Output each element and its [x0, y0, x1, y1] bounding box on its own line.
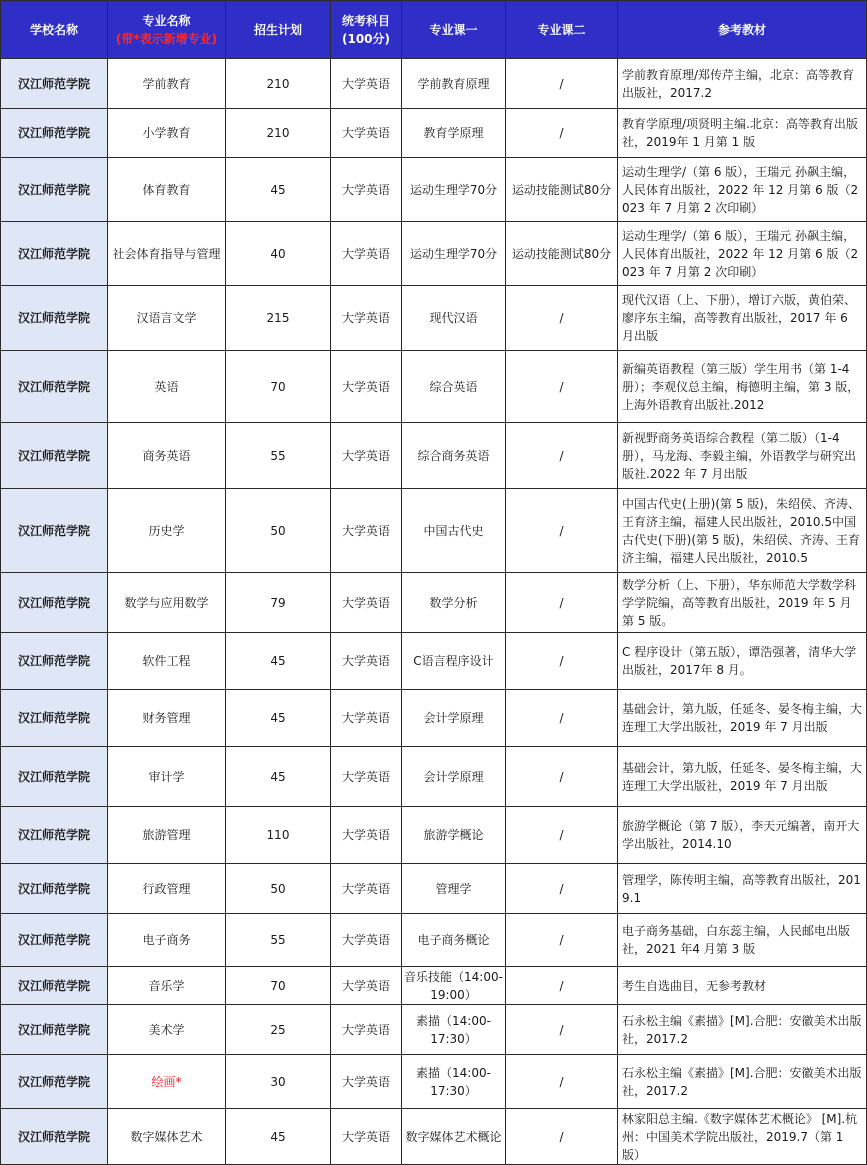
school-cell: 汉江师范学院	[1, 489, 108, 573]
major-cell: 软件工程	[108, 633, 226, 690]
major-cell: 美术学	[108, 1005, 226, 1055]
course2-cell: /	[506, 59, 618, 109]
header-major-title: 专业名称	[142, 13, 191, 28]
reference-cell: 学前教育原理/郑传芹主编，北京：高等教育出版社，2017.2	[618, 59, 867, 109]
school-cell: 汉江师范学院	[1, 222, 108, 286]
plan-cell: 45	[226, 633, 331, 690]
plan-cell: 210	[226, 59, 331, 109]
school-cell: 汉江师范学院	[1, 423, 108, 489]
table-row	[1, 59, 867, 109]
reference-cell: 新视野商务英语综合教程（第二版）（1-4 册），马龙海、李毅主编，外语教学与研究出版社.2022 年 7 月出版	[618, 423, 867, 489]
exam-cell: 大学英语	[331, 158, 402, 222]
reference-cell: 旅游学概论（第 7 版），李天元编著，南开大学出版社，2014.10	[618, 807, 867, 864]
course1-cell: 综合英语	[402, 351, 506, 423]
major-cell: 行政管理	[108, 864, 226, 914]
reference-cell: 运动生理学/（第 6 版），王瑞元 孙飙主编，人民体育出版社，2022 年 12 月第 6 版（2023 年 7 月第 2 次印刷）	[618, 158, 867, 222]
school-cell: 汉江师范学院	[1, 1109, 108, 1165]
course1-cell: 数字媒体艺术概论	[402, 1109, 506, 1165]
table-row	[1, 158, 867, 222]
major-cell: 历史学	[108, 489, 226, 573]
school-cell: 汉江师范学院	[1, 573, 108, 633]
reference-cell: 管理学，陈传明主编，高等教育出版社，2019.1	[618, 864, 867, 914]
header-major-note: (带*表示新增专业)	[115, 31, 218, 46]
table-row	[1, 1005, 867, 1055]
school-cell: 汉江师范学院	[1, 109, 108, 158]
course2-cell: /	[506, 633, 618, 690]
table-row	[1, 690, 867, 747]
exam-cell: 大学英语	[331, 1005, 402, 1055]
school-cell: 汉江师范学院	[1, 967, 108, 1005]
course1-cell: 旅游学概论	[402, 807, 506, 864]
plan-cell: 110	[226, 807, 331, 864]
header-course1: 专业课一	[402, 1, 506, 59]
header-plan: 招生计划	[226, 1, 331, 59]
major-cell: 音乐学	[108, 967, 226, 1005]
plan-cell: 40	[226, 222, 331, 286]
major-cell: 学前教育	[108, 59, 226, 109]
course1-cell: 运动生理学70分	[402, 222, 506, 286]
course2-cell: /	[506, 1055, 618, 1109]
course1-cell: 会计学原理	[402, 747, 506, 807]
course1-cell: 素描（14:00-17:30）	[402, 1005, 506, 1055]
table-row	[1, 286, 867, 351]
header-row	[1, 1, 867, 59]
reference-cell: 林家阳总主编.《数字媒体艺术概论》 [M].杭州：中国美术学院出版社，2019.7（第 1 版）	[618, 1109, 867, 1165]
plan-cell: 50	[226, 864, 331, 914]
reference-cell: 基础会计，第九版，任延冬、晏冬梅主编，大连理工大学出版社，2019 年 7 月出版	[618, 690, 867, 747]
course1-cell: 综合商务英语	[402, 423, 506, 489]
course1-cell: 会计学原理	[402, 690, 506, 747]
course1-cell: 数学分析	[402, 573, 506, 633]
table-row	[1, 351, 867, 423]
course2-cell: 运动技能测试80分	[506, 222, 618, 286]
header-exam	[331, 1, 402, 59]
school-cell: 汉江师范学院	[1, 1005, 108, 1055]
plan-cell: 45	[226, 1109, 331, 1165]
plan-cell: 70	[226, 351, 331, 423]
plan-cell: 45	[226, 690, 331, 747]
major-cell: 小学教育	[108, 109, 226, 158]
header-exam-line1: 统考科目	[341, 13, 390, 28]
exam-cell: 大学英语	[331, 222, 402, 286]
course1-cell: 管理学	[402, 864, 506, 914]
course2-cell: /	[506, 573, 618, 633]
course1-cell: 教育学原理	[402, 109, 506, 158]
course1-cell: 素描（14:00-17:30）	[402, 1055, 506, 1109]
exam-cell: 大学英语	[331, 109, 402, 158]
school-cell: 汉江师范学院	[1, 807, 108, 864]
table-row	[1, 573, 867, 633]
course2-cell: /	[506, 690, 618, 747]
table-row	[1, 807, 867, 864]
major-cell: 社会体育指导与管理	[108, 222, 226, 286]
course2-cell: /	[506, 967, 618, 1005]
exam-cell: 大学英语	[331, 807, 402, 864]
course2-cell: /	[506, 747, 618, 807]
reference-cell: C 程序设计（第五版），谭浩强著，清华大学出版社，2017年 8 月。	[618, 633, 867, 690]
major-cell: 绘画*	[108, 1055, 226, 1109]
school-cell: 汉江师范学院	[1, 59, 108, 109]
reference-cell: 新编英语教程（第三版）学生用书（第 1-4 册）；李观仪总主编，梅德明主编，第 3 版，上海外语教育出版社.2012	[618, 351, 867, 423]
exam-cell: 大学英语	[331, 1055, 402, 1109]
major-cell: 数学与应用数学	[108, 573, 226, 633]
course1-cell: 运动生理学70分	[402, 158, 506, 222]
plan-cell: 45	[226, 158, 331, 222]
school-cell: 汉江师范学院	[1, 864, 108, 914]
course2-cell: /	[506, 864, 618, 914]
course1-cell: 电子商务概论	[402, 914, 506, 967]
table-row	[1, 109, 867, 158]
exam-cell: 大学英语	[331, 573, 402, 633]
table-row	[1, 423, 867, 489]
table-row	[1, 864, 867, 914]
course2-cell: /	[506, 807, 618, 864]
course2-cell: /	[506, 423, 618, 489]
header-major	[108, 1, 226, 59]
course1-cell: 学前教育原理	[402, 59, 506, 109]
plan-cell: 45	[226, 747, 331, 807]
course2-cell: /	[506, 1109, 618, 1165]
school-cell: 汉江师范学院	[1, 690, 108, 747]
exam-cell: 大学英语	[331, 286, 402, 351]
plan-cell: 210	[226, 109, 331, 158]
major-cell: 审计学	[108, 747, 226, 807]
plan-cell: 30	[226, 1055, 331, 1109]
major-cell: 电子商务	[108, 914, 226, 967]
plan-cell: 215	[226, 286, 331, 351]
course2-cell: /	[506, 351, 618, 423]
major-cell: 商务英语	[108, 423, 226, 489]
table-row	[1, 222, 867, 286]
plan-cell: 70	[226, 967, 331, 1005]
school-cell: 汉江师范学院	[1, 158, 108, 222]
school-cell: 汉江师范学院	[1, 351, 108, 423]
exam-cell: 大学英语	[331, 914, 402, 967]
table-row	[1, 747, 867, 807]
table-row	[1, 914, 867, 967]
exam-cell: 大学英语	[331, 59, 402, 109]
table-row	[1, 633, 867, 690]
reference-cell: 现代汉语（上、下册），增订六版，黄伯荣、廖序东主编，高等教育出版社，2017 年 6 月出版	[618, 286, 867, 351]
course2-cell: /	[506, 914, 618, 967]
course2-cell: /	[506, 1005, 618, 1055]
exam-cell: 大学英语	[331, 967, 402, 1005]
reference-cell: 石永松主编《素描》[M].合肥：安徽美术出版社，2017.2	[618, 1055, 867, 1109]
course2-cell: /	[506, 109, 618, 158]
major-cell: 体育教育	[108, 158, 226, 222]
reference-cell: 运动生理学/（第 6 版），王瑞元 孙飙主编，人民体育出版社，2022 年 12 月第 6 版（2023 年 7 月第 2 次印刷）	[618, 222, 867, 286]
reference-cell: 数学分析（上、下册），华东师范大学数学科学学院编，高等教育出版社，2019 年 5 月第 5 版。	[618, 573, 867, 633]
exam-cell: 大学英语	[331, 489, 402, 573]
plan-cell: 55	[226, 423, 331, 489]
plan-cell: 25	[226, 1005, 331, 1055]
reference-cell: 中国古代史(上册)(第 5 版)，朱绍侯、齐涛、王育济主编，福建人民出版社，2010.5中国古代史(下册)(第 5 版)，朱绍侯、齐涛、王育济主编，福建人民出版社，2010.5	[618, 489, 867, 573]
table-row	[1, 967, 867, 1005]
plan-cell: 79	[226, 573, 331, 633]
exam-cell: 大学英语	[331, 747, 402, 807]
school-cell: 汉江师范学院	[1, 914, 108, 967]
course1-cell: C语言程序设计	[402, 633, 506, 690]
major-cell: 英语	[108, 351, 226, 423]
reference-cell: 考生自选曲目，无参考教材	[618, 967, 867, 1005]
course1-cell: 中国古代史	[402, 489, 506, 573]
header-ref: 参考教材	[618, 1, 867, 59]
plan-cell: 55	[226, 914, 331, 967]
course2-cell: /	[506, 286, 618, 351]
course2-cell: /	[506, 489, 618, 573]
table-row	[1, 1109, 867, 1165]
exam-cell: 大学英语	[331, 690, 402, 747]
exam-cell: 大学英语	[331, 633, 402, 690]
reference-cell: 石永松主编《素描》[M].合肥：安徽美术出版社，2017.2	[618, 1005, 867, 1055]
major-cell: 财务管理	[108, 690, 226, 747]
exam-cell: 大学英语	[331, 1109, 402, 1165]
plan-cell: 50	[226, 489, 331, 573]
table-row	[1, 489, 867, 573]
header-school: 学校名称	[1, 1, 108, 59]
school-cell: 汉江师范学院	[1, 1055, 108, 1109]
major-cell: 汉语言文学	[108, 286, 226, 351]
school-cell: 汉江师范学院	[1, 633, 108, 690]
table-body	[1, 59, 867, 1165]
course2-cell: 运动技能测试80分	[506, 158, 618, 222]
header-exam-line2: (100分)	[341, 31, 391, 46]
exam-cell: 大学英语	[331, 864, 402, 914]
reference-cell: 基础会计，第九版，任延冬、晏冬梅主编，大连理工大学出版社，2019 年 7 月出版	[618, 747, 867, 807]
major-cell: 旅游管理	[108, 807, 226, 864]
exam-cell: 大学英语	[331, 351, 402, 423]
reference-cell: 电子商务基础，白东蕊主编，人民邮电出版社，2021 年4 月第 3 版	[618, 914, 867, 967]
major-cell: 数字媒体艺术	[108, 1109, 226, 1165]
course1-cell: 音乐技能（14:00-19:00）	[402, 967, 506, 1005]
exam-cell: 大学英语	[331, 423, 402, 489]
table-row	[1, 1055, 867, 1109]
school-cell: 汉江师范学院	[1, 286, 108, 351]
reference-cell: 教育学原理/项贤明主编.北京：高等教育出版社，2019年 1 月第 1 版	[618, 109, 867, 158]
course1-cell: 现代汉语	[402, 286, 506, 351]
header-course2: 专业课二	[506, 1, 618, 59]
school-cell: 汉江师范学院	[1, 747, 108, 807]
